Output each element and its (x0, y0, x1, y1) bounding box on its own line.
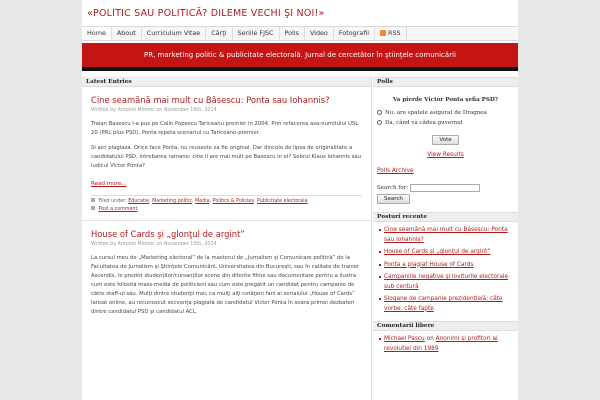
main-content (82, 77, 372, 400)
comment-icon (91, 206, 95, 210)
post-title[interactable]: House of Cards şi „glonţul de argint” (91, 229, 245, 239)
post-meta: Written by Antonio Momoc on November 16th, 2014 (91, 108, 217, 113)
read-more-link[interactable]: Read more... (91, 181, 127, 187)
list-item[interactable]: Cine seamănă mai mult cu Băsescu: Ponta sau Iohannis? (379, 226, 514, 245)
poll-option[interactable] (373, 108, 518, 118)
category-link[interactable]: Publicitate electorala (256, 199, 308, 204)
comment-author-link[interactable]: Michael Pascu (384, 336, 425, 342)
poll-option[interactable] (373, 118, 518, 128)
view-results-link[interactable]: View Results (427, 152, 464, 158)
post (82, 221, 371, 329)
comment-on-label: on (426, 336, 434, 342)
list-item (379, 335, 514, 354)
recent-posts-list (373, 222, 518, 321)
nav-about[interactable]: About (112, 27, 142, 40)
poll-question: Va pierde Victor Ponta şefia PSD? (392, 97, 499, 103)
list-item[interactable]: House of Cards şi „glonţul de argint” (379, 248, 514, 258)
category-link[interactable]: Politics & Policies (212, 199, 254, 204)
site-title[interactable]: «POLITIC SAU POLITICĂ? DILEME VECHI ŞI NOI!» (87, 8, 325, 19)
post (82, 87, 371, 221)
post-paragraph: Si aici plagiaza. Orice face Ponta, nu reuseste sa fie original. Dar dincolo de lipsa de originalitate a candidatului PSD, intrebarea ramane: cine il are mai mult pe Basescu in el? Sobrul Klaus Iohannis sau ludicul Victor Ponta? (91, 145, 361, 169)
polls-archive-link[interactable]: Polls Archive (377, 168, 414, 174)
post-title[interactable]: Cine seamănă mai mult cu Băsescu: Ponta sau Iohannis? (91, 95, 330, 105)
recent-comments-list (373, 331, 518, 361)
list-item[interactable]: Ponta a plagiat House of Cards (379, 261, 514, 271)
comments-heading: Comentarii libere (373, 321, 518, 331)
list-item[interactable]: Slogane de campanie prezidenţială: câte vorbe, câte fapte (379, 295, 514, 314)
latest-entries-heading: Latest Entries (82, 77, 371, 87)
nav-carti[interactable]: Cărţi (206, 27, 232, 40)
nav-video[interactable]: Video (305, 27, 334, 40)
nav-seriile-fjsc[interactable]: Seriile FJSC (233, 27, 280, 40)
vote-button[interactable]: Vote (432, 135, 458, 145)
nav-fotografii[interactable]: Fotografii (334, 27, 375, 40)
nav-rss[interactable] (375, 27, 407, 40)
category-link[interactable]: Media (195, 199, 210, 204)
recent-posts-heading: Posturi recente (373, 212, 518, 222)
radio-button[interactable] (377, 110, 382, 115)
search-button[interactable]: Search (377, 194, 410, 204)
comment-post-link[interactable]: Anonimi şi profitori ai revolutiei din 1989 (384, 336, 498, 352)
nav-rss-label: RSS (388, 29, 401, 37)
poll-option-label: Nu, are spatele asigurat de Dragnea (385, 110, 487, 116)
post-categories: Filed under: Educatie, Marketing politic, Media, Politics & Policies, Publicitate electorala Post a comment (91, 195, 362, 214)
folder-icon (91, 198, 95, 202)
search-form (373, 184, 518, 192)
main-nav (82, 26, 518, 41)
search-input[interactable] (410, 184, 480, 192)
post-meta: Written by Antonio Momoc on November 15th, 2014 (91, 242, 217, 247)
category-link[interactable]: Educatie (128, 199, 150, 204)
sidebar (373, 77, 518, 400)
polls-heading: Polls (373, 77, 518, 87)
post-paragraph: La cursul meu de „Marketing electoral” de la masterul de „Jurnalism şi Comunicare politică” de la Facultatea de Jurnalism şi Ştiinţele Comunicării, Universitatea din Bucureşti, sau în calitate de trainer Ascendis, le prezint studenţilor/cursanţilor scene din diferite filme sau documentare pentru a ilustra cum este folosită mass-media de politicieni sau cum este pregătit un candidat pentru campanie de către staff-ul său. Mulţi dintre studenţii mei, ca mulţi alţi cetăţeni fani ai serialului „House of Cards” lansat online, au recunoscut secvenţa plagiată de candidatul Victor Ponta în seara primei dezbateri dintre candidatul PSD şi candidatul ACL. (91, 255, 360, 315)
post-paragraph: Traian Basescu l-a pus pe Calin Popescu Tariceanu premier in 2004. Prin refacerea asa-numitului USL 20 (PRL plus PSD), Ponta repeta scenariul cu Tariceanu-premier. (91, 121, 359, 136)
nav-polls[interactable]: Polls (280, 27, 305, 40)
rss-icon (380, 30, 386, 36)
nav-home[interactable]: Home (82, 27, 112, 40)
nav-curriculum-vitae[interactable]: Curriculum Vitae (142, 27, 206, 40)
search-label: Search for: (377, 185, 409, 191)
list-item[interactable]: Campaniile negative şi loviturile electorale sub centură (379, 273, 514, 292)
radio-button[interactable] (377, 120, 382, 125)
post-comment-link[interactable]: Post a comment (98, 207, 138, 212)
category-link[interactable]: Marketing politic (152, 199, 193, 204)
poll-option-label: Da, când va cădea guvernul (385, 120, 463, 126)
page-wrapper (82, 0, 518, 400)
tagline-banner: PR, marketing politic & publicitate electorală. Jurnal de cercetător în ştiinţele comunicării (82, 43, 518, 71)
filed-under-label: Filed under: (98, 199, 127, 204)
